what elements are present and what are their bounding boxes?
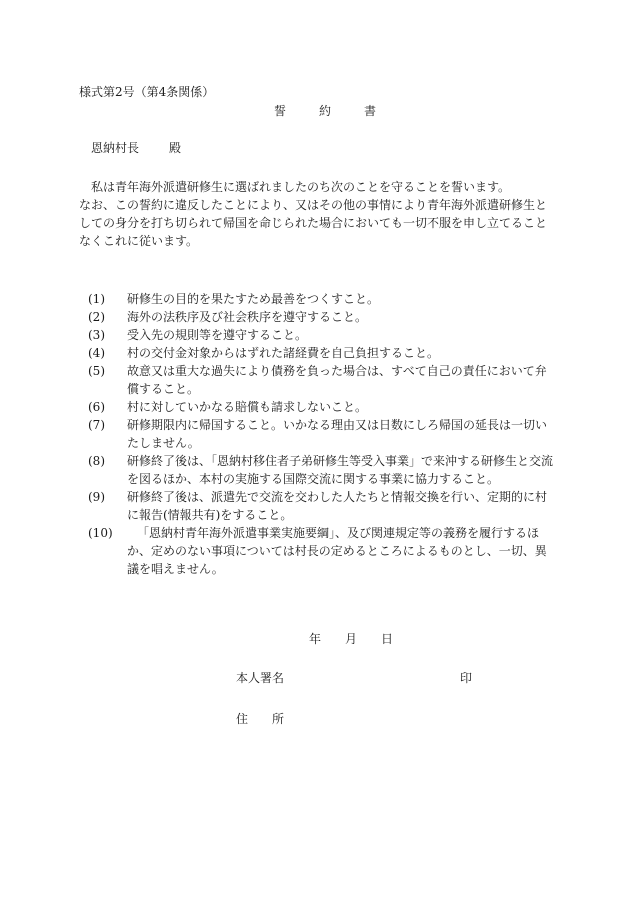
- addressee-name: 恩納村長: [91, 141, 140, 155]
- item-text: 研修終了後は、「恩納村移住者子弟研修生等受入事業」で来沖する研修生と交流を図るほか、本村の実施する国際交流に関する事業に協力すること。: [127, 454, 554, 486]
- addressee: [91, 139, 181, 157]
- document-title: [274, 102, 376, 120]
- item-number: (6): [88, 400, 105, 414]
- item-text: 村に対していかなる賠償も請求しないこと。: [127, 400, 368, 414]
- date-line: [309, 630, 393, 648]
- pledge-item: [79, 488, 553, 524]
- item-text: 海外の法秩序及び社会秩序を遵守すること。: [127, 310, 368, 324]
- item-number: (2): [88, 310, 105, 324]
- item-number: (8): [88, 454, 105, 468]
- pledge-item: [79, 344, 553, 362]
- item-number: (5): [88, 364, 105, 378]
- item-text: 研修生の目的を果たすため最善をつくすこと。: [127, 292, 380, 306]
- item-number: (1): [88, 292, 105, 306]
- date-year: 年: [309, 632, 322, 646]
- item-text: 研修終了後は、派遣先で交流を交わした人たちと情報交換を行い、定期的に村に報告(情報共有)をすること。: [127, 490, 548, 522]
- pledge-item: [79, 416, 553, 452]
- pledge-item: [79, 398, 553, 416]
- date-month: 月: [345, 632, 358, 646]
- statement-paragraph: 私は青年海外派遣研修生に選ばれましたのち次のことを守ることを誓います。: [91, 180, 511, 194]
- pledge-item: [79, 326, 553, 344]
- pledge-item: [79, 524, 553, 578]
- addressee-honorific: 殿: [169, 141, 182, 155]
- item-number: (10): [88, 526, 113, 540]
- signature-row: [236, 669, 476, 687]
- title-char: 誓: [274, 104, 287, 118]
- signature-label: 本人署名: [236, 671, 285, 685]
- item-number: (3): [88, 328, 105, 342]
- pledge-item: [79, 362, 553, 398]
- address-row: [236, 710, 284, 728]
- pledge-statement: [79, 178, 553, 250]
- item-text: 村の交付金対象からはずれた諸経費を自己負担すること。: [127, 346, 440, 360]
- title-char: 書: [364, 104, 377, 118]
- pledge-item: [79, 452, 553, 488]
- form-number-label: 様式第2号（第4条関係）: [79, 85, 215, 99]
- item-number: (9): [88, 490, 105, 504]
- item-text: 故意又は重大な過失により債務を負った場合は、すべて自己の責任において弁償すること。: [127, 364, 547, 396]
- date-day: 日: [381, 632, 394, 646]
- item-text: 「恩納村青年海外派遣事業実施要綱」、及び関連規定等の義務を履行するほか、定めのない事項については村長の定めるところによるものとし、一切、異議を唱えません。: [127, 526, 547, 576]
- address-label: 住 所: [236, 712, 285, 726]
- seal-label: 印: [460, 671, 473, 685]
- item-number: (7): [88, 418, 105, 432]
- title-char: 約: [319, 104, 332, 118]
- item-number: (4): [88, 346, 105, 360]
- pledge-item: [79, 308, 553, 326]
- item-text: 研修期限内に帰国すること。いかなる理由又は日数にしろ帰国の延長は一切いたしません。: [127, 418, 548, 450]
- pledge-items-list: [79, 290, 553, 578]
- item-text: 受入先の規則等を遵守すること。: [127, 328, 308, 342]
- statement-paragraph: なお、この誓約に違反したことにより、又はその他の事情により青年海外派遣研修生としての身分を打ち切られて帰国を命じられた場合においても一切不服を申し立てることなくこれに従います。: [79, 198, 548, 248]
- pledge-item: [79, 290, 553, 308]
